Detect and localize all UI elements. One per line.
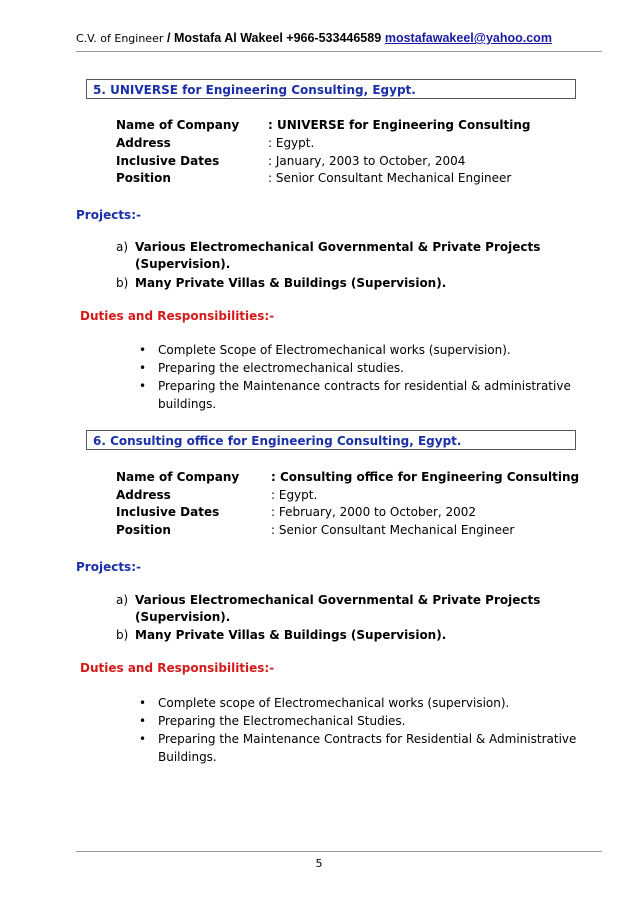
field-label: Address — [116, 488, 171, 502]
projects-heading: Projects:- — [76, 208, 141, 222]
bullet-icon: • — [139, 361, 147, 375]
item-text: Preparing the Electromechanical Studies. — [158, 714, 406, 728]
field-label: Inclusive Dates — [116, 505, 220, 519]
item-text: Various Electromechanical Governmental & Private Projects — [135, 593, 541, 607]
engineer-name-phone: / Mostafa Al Wakeel +966-533446589 — [167, 31, 382, 45]
item-text: Preparing the Maintenance Contracts for Residential & Administrative — [158, 732, 577, 746]
item-text: Buildings. — [158, 750, 217, 764]
field-label: Address — [116, 136, 171, 150]
field-label: Name of Company — [116, 118, 240, 132]
item-text: (Supervision). — [135, 610, 231, 624]
item-letter: a) — [116, 593, 129, 607]
bullet-icon: • — [139, 714, 147, 728]
field-value: : Egypt. — [268, 136, 315, 150]
item-text: Complete scope of Electromechanical works (supervision). — [158, 696, 510, 710]
item-letter: b) — [116, 628, 129, 642]
cv-label: C.V. of Engineer — [76, 32, 164, 45]
item-text: Many Private Villas & Buildings (Supervision). — [135, 276, 447, 290]
item-text: Various Electromechanical Governmental & Private Projects — [135, 240, 541, 254]
field-value: : Senior Consultant Mechanical Engineer — [271, 523, 515, 537]
bullet-icon: • — [139, 732, 147, 746]
section-title-universe: 5. UNIVERSE for Engineering Consulting, Egypt. — [86, 79, 576, 99]
field-label: Position — [116, 171, 171, 185]
bullet-icon: • — [139, 343, 147, 357]
page-number: 5 — [315, 857, 323, 870]
footer-rule — [76, 851, 602, 852]
item-text: Many Private Villas & Buildings (Supervision). — [135, 628, 447, 642]
field-value: : February, 2000 to October, 2002 — [271, 505, 477, 519]
item-letter: a) — [116, 240, 129, 254]
item-letter: b) — [116, 276, 129, 290]
field-label: Name of Company — [116, 470, 240, 484]
field-value: : UNIVERSE for Engineering Consulting — [268, 118, 531, 132]
field-value: : Senior Consultant Mechanical Engineer — [268, 171, 512, 185]
item-text: (Supervision). — [135, 257, 231, 271]
field-value: : Egypt. — [271, 488, 318, 502]
field-label: Inclusive Dates — [116, 154, 220, 168]
projects-heading: Projects:- — [76, 560, 141, 574]
page-header — [76, 31, 602, 45]
duties-heading: Duties and Responsibilities:- — [80, 309, 275, 323]
field-value: : Consulting office for Engineering Consulting — [271, 470, 580, 484]
item-text: Complete Scope of Electromechanical works (supervision). — [158, 343, 511, 357]
bullet-icon: • — [139, 379, 147, 393]
duties-heading: Duties and Responsibilities:- — [80, 661, 275, 675]
bullet-icon: • — [139, 696, 147, 710]
section-title-consulting-office: 6. Consulting office for Engineering Consulting, Egypt. — [86, 430, 576, 450]
item-text: Preparing the Maintenance contracts for residential & administrative — [158, 379, 571, 393]
header-rule — [76, 51, 602, 52]
email-link[interactable]: mostafawakeel@yahoo.com — [384, 31, 552, 45]
item-text: buildings. — [158, 397, 217, 411]
field-value: : January, 2003 to October, 2004 — [268, 154, 466, 168]
item-text: Preparing the electromechanical studies. — [158, 361, 404, 375]
field-label: Position — [116, 523, 171, 537]
